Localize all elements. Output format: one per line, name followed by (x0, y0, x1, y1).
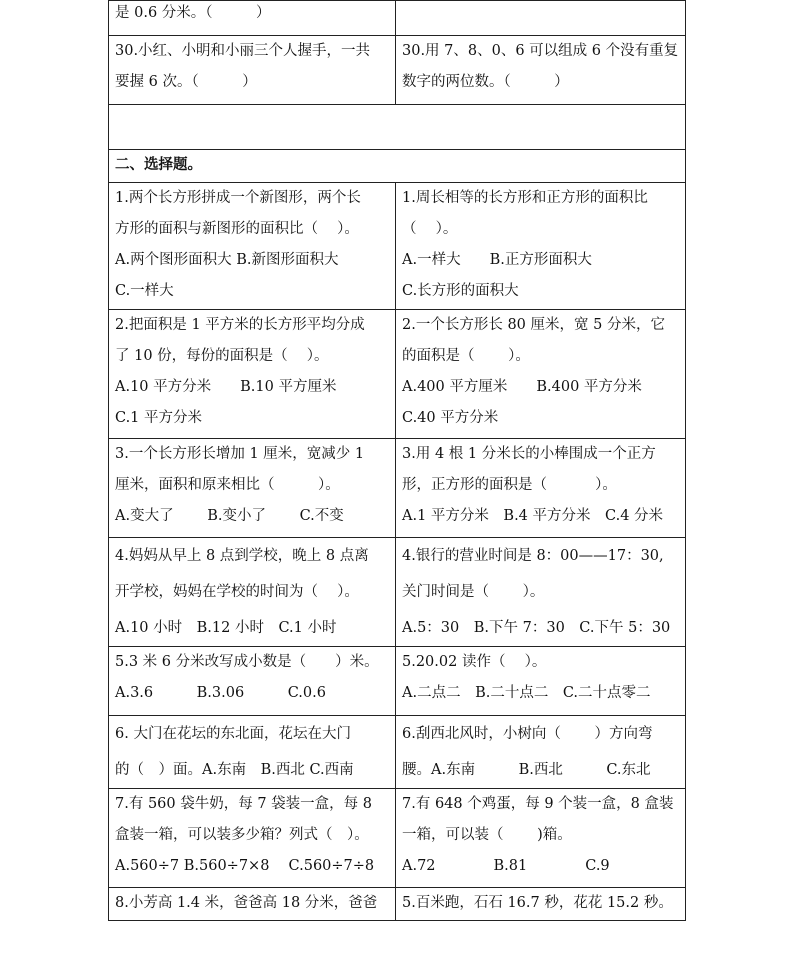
question-line: 要握 6 次。（ ） (115, 74, 257, 90)
question-line: 关门时间是（ ）。 (402, 584, 545, 600)
question-row (109, 439, 686, 538)
question-line: A.400 平方厘米 B.400 平方分米 (402, 379, 642, 395)
question-line: 5.百米跑，石石 16.7 秒，花花 15.2 秒。 (402, 895, 673, 911)
question-line: C.一样大 (115, 283, 174, 299)
question-line: C.1 平方分米 (115, 410, 203, 426)
question-cell-left (109, 888, 396, 921)
question-cell-left (109, 716, 396, 789)
question-line: 30.用 7、8、0、6 可以组成 6 个没有重复 (402, 43, 679, 59)
section-title: 二、选择题。 (109, 150, 686, 183)
question-cell-left (109, 36, 396, 105)
section-header-row (109, 150, 686, 183)
question-row (109, 716, 686, 789)
question-line: A.72 B.81 C.9 (402, 858, 610, 874)
question-cell-right (396, 716, 686, 789)
question-line: 4.妈妈从早上 8 点到学校，晚上 8 点离 (115, 548, 369, 564)
question-line: A.1 平方分米 B.4 平方分米 C.4 分米 (402, 508, 664, 524)
question-line: 30.小红、小明和小丽三个人握手，一共 (115, 43, 371, 59)
question-line: A.变大了 B.变小了 C.不变 (115, 508, 344, 524)
question-line: 2.把面积是 1 平方米的长方形平均分成 (115, 317, 365, 333)
question-row (109, 183, 686, 310)
question-line: A.10 小时 B.12 小时 C.1 小时 (115, 620, 337, 636)
question-row (109, 310, 686, 439)
empty-cell (109, 105, 686, 150)
question-row (109, 36, 686, 105)
question-line: 5.20.02 读作（ ）。 (402, 654, 547, 670)
question-line: 8.小芳高 1.4 米，爸爸高 18 分米，爸爸 (115, 895, 378, 911)
question-line: 4.银行的营业时间是 8：00——17：30, (402, 548, 664, 564)
question-cell-right (396, 1, 686, 36)
question-line: A.5：30 B.下午 7：30 C.下午 5：30 (402, 620, 671, 636)
question-row (109, 888, 686, 921)
question-row (109, 538, 686, 647)
question-cell-left (109, 538, 396, 647)
question-line: A.10 平方分米 B.10 平方厘米 (115, 379, 337, 395)
question-line: C.40 平方分米 (402, 410, 499, 426)
question-cell-left (109, 789, 396, 888)
question-line: 7.有 560 袋牛奶，每 7 袋装一盒，每 8 (115, 796, 373, 812)
question-line: 方形的面积与新图形的面积比（ ）。 (115, 221, 359, 237)
question-line: A.560÷7 B.560÷7×8 C.560÷7÷8 (115, 858, 375, 874)
question-line: 是 0.6 分米。（ ） (115, 5, 271, 21)
question-line: （ ）。 (402, 221, 458, 237)
question-line: A.一样大 B.正方形面积大 (402, 252, 592, 268)
question-line: 形，正方形的面积是（ ）。 (402, 477, 617, 493)
question-line: 3.用 4 根 1 分米长的小棒围成一个正方 (402, 446, 656, 462)
question-cell-right (396, 439, 686, 538)
question-cell-right (396, 310, 686, 439)
question-line: 了 10 份，每份的面积是（ ）。 (115, 348, 329, 364)
question-line: 盒装一箱，可以装多少箱？列式（ ）。 (115, 827, 369, 843)
question-line: 腰。A.东南 B.西北 C.东北 (402, 762, 651, 778)
question-line: 6. 大门在花坛的东北面，花坛在大门 (115, 726, 351, 742)
question-row (109, 789, 686, 888)
question-cell-right (396, 647, 686, 716)
question-line: 6.刮西北风时，小树向（ ）方向弯 (402, 726, 653, 742)
question-line: 的面积是（ ）。 (402, 348, 530, 364)
question-line: A.3.6 B.3.06 C.0.6 (115, 685, 326, 701)
worksheet (108, 0, 686, 921)
question-cell-right (396, 36, 686, 105)
question-cell-left (109, 1, 396, 36)
question-cell-left (109, 310, 396, 439)
question-line: 开学校，妈妈在学校的时间为（ ）。 (115, 584, 359, 600)
question-line: 一箱，可以装（ )箱。 (402, 827, 572, 843)
question-cell-left (109, 439, 396, 538)
question-line: 数字的两位数。（ ） (402, 74, 569, 90)
spacer-row (109, 105, 686, 150)
question-line: 1.两个长方形拼成一个新图形，两个长 (115, 190, 361, 206)
question-row (109, 647, 686, 716)
question-cell-left (109, 183, 396, 310)
question-line: 的（ ）面。A.东南 B.西北 C.西南 (115, 762, 354, 778)
question-line: 1.周长相等的长方形和正方形的面积比 (402, 190, 648, 206)
question-cell-right (396, 538, 686, 647)
question-line: 7.有 648 个鸡蛋，每 9 个装一盒，8 盒装 (402, 796, 674, 812)
question-table (108, 0, 686, 921)
question-cell-right (396, 888, 686, 921)
question-cell-right (396, 183, 686, 310)
question-line: 厘米，面积和原来相比（ ）。 (115, 477, 340, 493)
question-row (109, 1, 686, 36)
question-cell-right (396, 789, 686, 888)
question-line: A.二点二 B.二十点二 C.二十点零二 (402, 685, 651, 701)
question-line: A.两个图形面积大 B.新图形面积大 (115, 252, 339, 268)
question-cell-left (109, 647, 396, 716)
question-line: 5.3 米 6 分米改写成小数是（ ）米。 (115, 654, 379, 670)
question-line: C.长方形的面积大 (402, 283, 519, 299)
question-line: 3.一个长方形长增加 1 厘米，宽减少 1 (115, 446, 365, 462)
question-line: 2.一个长方形长 80 厘米，宽 5 分米，它 (402, 317, 665, 333)
